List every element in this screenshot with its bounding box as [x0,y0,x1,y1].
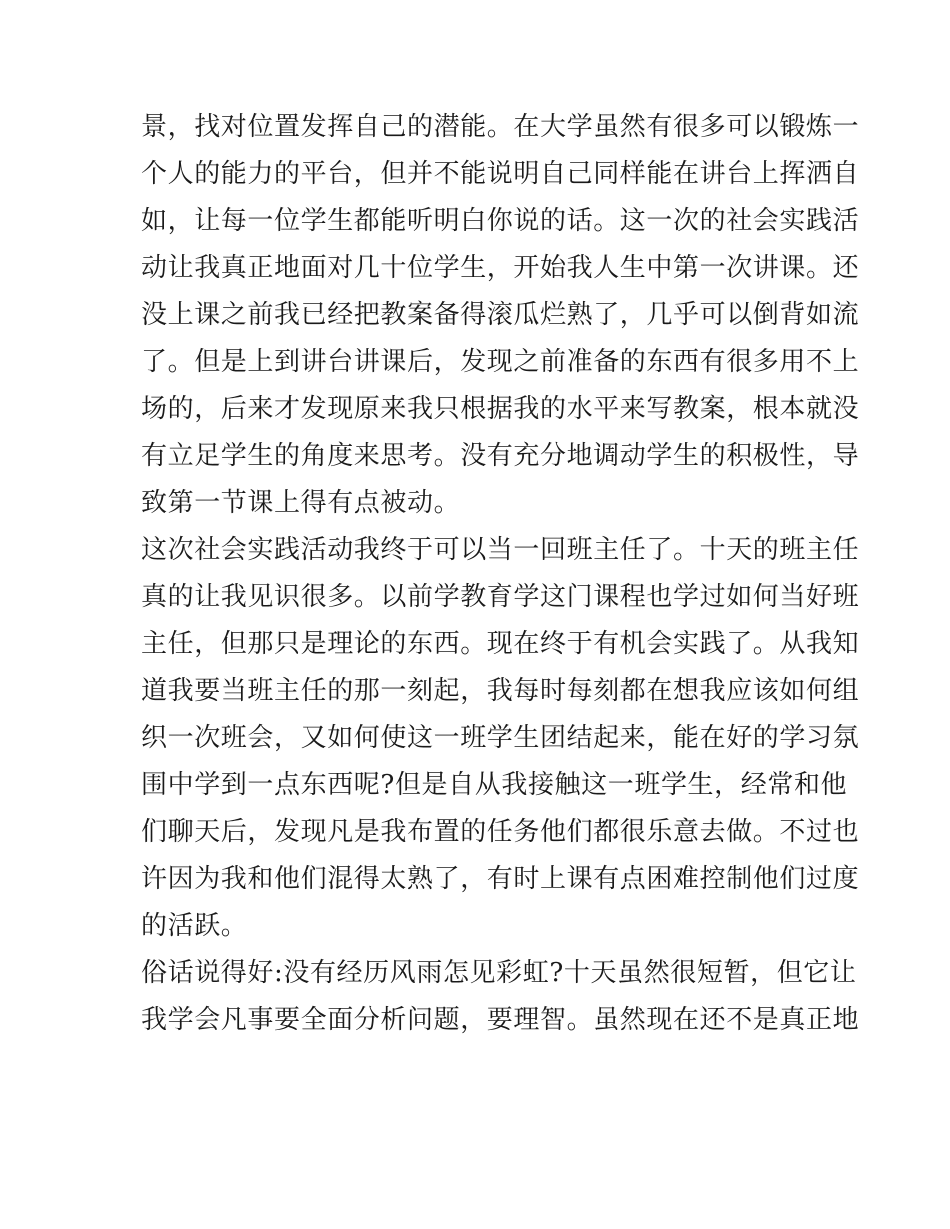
text-line: 俗话说得好:没有经历风雨怎见彩虹?十天虽然很短暂，但它让 [141,958,857,988]
text-line: 景，找对位置发挥自己的潜能。在大学虽然有很多可以锻炼一 [141,112,860,142]
text-line: 我学会凡事要全面分析问题，要理智。虽然现在还不是真正地 [141,1005,860,1035]
text-line: 动让我真正地面对几十位学生，开始我人生中第一次讲课。还 [141,253,860,283]
text-line: 许因为我和他们混得太熟了，有时上课有点困难控制他们过度 [141,864,860,894]
text-line: 主任，但那只是理论的东西。现在终于有机会实践了。从我知 [141,629,860,659]
text-line: 织一次班会，又如何使这一班学生团结起来，能在好的学习氛 [141,723,860,753]
text-line: 有立足学生的角度来思考。没有充分地调动学生的积极性，导 [141,441,860,471]
text-line: 致第一节课上得有点被动。 [141,488,461,518]
text-line: 场的，后来才发现原来我只根据我的水平来写教案，根本就没 [141,394,860,424]
text-line: 了。但是上到讲台讲课后，发现之前准备的东西有很多用不上 [141,347,860,377]
text-line: 们聊天后，发现凡是我布置的任务他们都很乐意去做。不过也 [141,817,860,847]
text-line: 如，让每一位学生都能听明白你说的话。这一次的社会实践活 [141,206,860,236]
text-line: 围中学到一点东西呢?但是自从我接触这一班学生，经常和他 [141,770,848,800]
text-line: 真的让我见识很多。以前学教育学这门课程也学过如何当好班 [141,582,860,612]
text-line: 这次社会实践活动我终于可以当一回班主任了。十天的班主任 [141,535,860,565]
text-line: 没上课之前我已经把教案备得滚瓜烂熟了，几乎可以倒背如流 [141,300,860,330]
text-line: 的活跃。 [141,911,248,941]
text-line: 个人的能力的平台，但并不能说明自己同样能在讲台上挥洒自 [141,159,860,189]
text-line: 道我要当班主任的那一刻起，我每时每刻都在想我应该如何组 [141,676,860,706]
